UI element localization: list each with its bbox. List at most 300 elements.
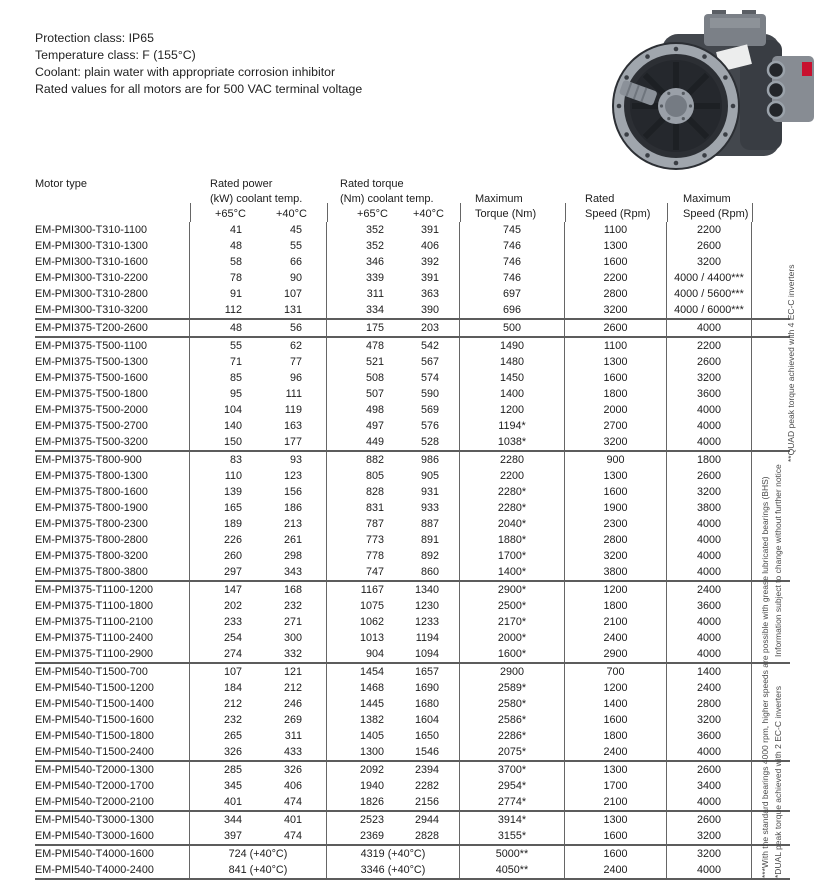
cell-max-speed: 3200 [667, 254, 752, 270]
cell-motor-type: EM-PMI375-T1100-1800 [35, 598, 190, 614]
cell-rated-speed: 3200 [565, 302, 667, 318]
cell-torque-40c: 892 [390, 548, 460, 564]
cell-max-torque: 2000* [460, 630, 565, 646]
table-row [35, 354, 790, 370]
cell-torque-65c: 882 [365, 454, 384, 466]
cell-max-torque: 746 [460, 238, 565, 254]
cell-power-40c: 311 [250, 728, 327, 744]
cell-max-torque: 2075* [460, 744, 565, 760]
cell-rated-speed: 2900 [565, 646, 667, 662]
cell-motor-type: EM-PMI375-T1100-2100 [35, 614, 190, 630]
cell-torque-65c: 1405 [359, 730, 384, 742]
cell-power-40c: 119 [250, 402, 327, 418]
cell-torque-65c: 352 [365, 240, 384, 252]
motor-junction-box [704, 10, 766, 46]
cell-power-65c: 48 [229, 240, 242, 252]
cell-max-torque: 697 [460, 286, 565, 302]
cell-power-65c: 85 [229, 372, 242, 384]
cell-motor-type: EM-PMI375-T800-1900 [35, 500, 190, 516]
cell-max-speed: 2600 [667, 812, 752, 828]
cell-power-40c: 96 [250, 370, 327, 386]
cell-max-torque: 2286* [460, 728, 565, 744]
cell-max-speed: 4000 [667, 402, 752, 418]
cell-rated-speed: 2000 [565, 402, 667, 418]
table-row [35, 484, 790, 500]
table-group [35, 812, 790, 846]
header-torque-40c: +40°C [412, 208, 444, 220]
cell-torque-40c: 931 [390, 484, 460, 500]
cell-max-speed: 4000 [667, 434, 752, 450]
cell-max-torque: 745 [460, 222, 565, 238]
table-row [35, 222, 790, 238]
cell-power-40c: 93 [250, 452, 327, 468]
header-max-torque-1: Maximum [475, 193, 523, 205]
cell-torque-40c: 392 [390, 254, 460, 270]
header-divider [460, 203, 461, 222]
cell-power-65c: 397 [223, 830, 242, 842]
header-divider [752, 203, 753, 222]
cell-max-speed: 3200 [667, 484, 752, 500]
cell-max-torque: 2580* [460, 696, 565, 712]
cell-max-torque: 2900 [460, 664, 565, 680]
cell-max-speed: 2600 [667, 762, 752, 778]
header-divider [190, 203, 191, 222]
cell-torque-40c: 1230 [390, 598, 460, 614]
cell-torque-65c: 2523 [359, 814, 384, 826]
cell-torque-65c: 498 [365, 404, 384, 416]
cell-torque-65c: 521 [365, 356, 384, 368]
table-row [35, 500, 790, 516]
motor-photo [592, 8, 820, 170]
table-group [35, 222, 790, 320]
cell-rated-speed: 1100 [565, 222, 667, 238]
spec-line-temperature: Temperature class: F (155°C) [35, 48, 196, 62]
header-max-speed-1: Maximum [683, 193, 731, 205]
table-group [35, 762, 790, 812]
cell-torque-65c: 339 [365, 272, 384, 284]
cell-torque-65c: 1826 [359, 796, 384, 808]
cell-motor-type: EM-PMI300-T310-1600 [35, 254, 190, 270]
cell-torque-40c: 933 [390, 500, 460, 516]
cell-torque-65c: 175 [365, 322, 384, 334]
cell-max-torque: 2280 [460, 452, 565, 468]
table-row [35, 664, 790, 680]
header-torque-65c: +65°C [356, 208, 388, 220]
cell-max-speed: 4000 / 6000*** [667, 302, 752, 318]
cell-torque-65c: 1013 [359, 632, 384, 644]
cell-max-speed: 2600 [667, 354, 752, 370]
spec-line-coolant: Coolant: plain water with appropriate corrosion inhibitor [35, 65, 336, 79]
table-group [35, 320, 790, 338]
cell-rated-speed: 1300 [565, 468, 667, 484]
cell-torque-40c: 391 [390, 222, 460, 238]
cell-max-torque: 2500* [460, 598, 565, 614]
cell-torque-merged: 3346 (+40°C) [327, 862, 460, 878]
cell-max-speed: 4000 [667, 548, 752, 564]
cell-power-65c: 41 [229, 224, 242, 236]
table-row [35, 370, 790, 386]
cell-max-speed: 1400 [667, 664, 752, 680]
cell-max-speed: 4000 [667, 418, 752, 434]
header-power-65c: +65°C [214, 208, 246, 220]
table-row [35, 646, 790, 662]
cell-torque-65c: 346 [365, 256, 384, 268]
header-rated-speed-1: Rated [585, 193, 615, 205]
cell-motor-type: EM-PMI300-T310-2800 [35, 286, 190, 302]
cell-power-40c: 177 [250, 434, 327, 450]
cell-max-torque: 1450 [460, 370, 565, 386]
cell-power-40c: 300 [250, 630, 327, 646]
cell-power-40c: 62 [250, 338, 327, 354]
cell-power-65c: 212 [223, 698, 242, 710]
table-row [35, 828, 790, 844]
cell-power-65c: 260 [223, 550, 242, 562]
table-group [35, 664, 790, 762]
cell-motor-type: EM-PMI540-T3000-1600 [35, 828, 190, 844]
cell-max-speed: 4000 [667, 564, 752, 580]
cell-power-65c: 285 [223, 764, 242, 776]
cell-max-speed: 4000 / 4400*** [667, 270, 752, 286]
cell-torque-65c: 311 [366, 288, 384, 300]
cell-torque-merged: 4319 (+40°C) [327, 846, 460, 862]
cell-motor-type: EM-PMI540-T2000-2100 [35, 794, 190, 810]
cell-torque-65c: 2369 [359, 830, 384, 842]
cell-torque-40c: 1657 [390, 664, 460, 680]
cell-max-speed: 3200 [667, 370, 752, 386]
cell-power-40c: 56 [250, 320, 327, 336]
cell-motor-type: EM-PMI300-T310-1300 [35, 238, 190, 254]
cell-power-40c: 186 [250, 500, 327, 516]
spec-line-rated-values: Rated values for all motors are for 500 VAC terminal voltage [35, 82, 363, 96]
cell-rated-speed: 900 [565, 452, 667, 468]
cell-power-65c: 202 [223, 600, 242, 612]
cell-max-torque: 746 [460, 270, 565, 286]
cell-max-torque: 2900* [460, 582, 565, 598]
table-row [35, 320, 790, 336]
cell-torque-40c: 576 [390, 418, 460, 434]
cell-motor-type: EM-PMI375-T1100-2400 [35, 630, 190, 646]
red-label [802, 62, 812, 76]
table-row [35, 846, 790, 862]
table-row [35, 254, 790, 270]
cell-max-torque: 696 [460, 302, 565, 318]
cell-max-speed: 4000 [667, 646, 752, 662]
cell-motor-type: EM-PMI375-T500-3200 [35, 434, 190, 450]
header-divider [565, 203, 566, 222]
cell-power-65c: 189 [223, 518, 242, 530]
cell-motor-type: EM-PMI300-T310-3200 [35, 302, 190, 318]
cell-power-65c: 226 [223, 534, 242, 546]
table-group [35, 338, 790, 452]
cell-rated-speed: 1700 [565, 778, 667, 794]
cell-power-65c: 401 [223, 796, 242, 808]
cell-max-torque: 5000** [460, 846, 565, 862]
cell-power-65c: 58 [229, 256, 242, 268]
table-row [35, 386, 790, 402]
footnote-info: Information subject to change without further notice [773, 464, 783, 657]
cell-rated-speed: 1800 [565, 386, 667, 402]
header-max-speed-2: Speed (Rpm) [683, 208, 749, 220]
cell-torque-40c: 363 [390, 286, 460, 302]
cell-torque-40c: 1233 [390, 614, 460, 630]
cell-max-speed: 2800 [667, 696, 752, 712]
cell-rated-speed: 1200 [565, 582, 667, 598]
cell-torque-65c: 1468 [359, 682, 384, 694]
table-row [35, 564, 790, 580]
cell-max-speed: 4000 [667, 614, 752, 630]
cell-max-torque: 2200 [460, 468, 565, 484]
cell-motor-type: EM-PMI540-T4000-1600 [35, 846, 190, 862]
cell-torque-40c: 2944 [390, 812, 460, 828]
footnote-bearings: ***With the standard bearings 4000 rpm, higher speeds are possible with grease lubricated bearings (BHS) [760, 476, 770, 878]
header-rated-speed-2: Speed (Rpm) [585, 208, 651, 220]
cell-motor-type: EM-PMI540-T1500-700 [35, 664, 190, 680]
cell-motor-type: EM-PMI540-T1500-2400 [35, 744, 190, 760]
header-power-unit: (kW) coolant temp. [210, 193, 303, 205]
cell-torque-40c: 1094 [390, 646, 460, 662]
header-motor-type: Motor type [35, 178, 87, 190]
table-row [35, 516, 790, 532]
table-row [35, 402, 790, 418]
cell-rated-speed: 1600 [565, 370, 667, 386]
cell-motor-type: EM-PMI540-T4000-2400 [35, 862, 190, 878]
cell-motor-type: EM-PMI375-T800-2800 [35, 532, 190, 548]
header-rated-torque: Rated torque [340, 178, 404, 190]
cell-max-speed: 3600 [667, 598, 752, 614]
cell-torque-40c: 1680 [390, 696, 460, 712]
cell-rated-speed: 2700 [565, 418, 667, 434]
cell-torque-65c: 478 [365, 340, 384, 352]
cell-torque-65c: 828 [365, 486, 384, 498]
cell-max-torque: 2280* [460, 484, 565, 500]
cell-power-65c: 104 [223, 404, 242, 416]
cell-max-torque: 1490 [460, 338, 565, 354]
cell-torque-65c: 831 [365, 502, 384, 514]
cell-power-65c: 165 [223, 502, 242, 514]
cell-motor-type: EM-PMI375-T500-1300 [35, 354, 190, 370]
cell-rated-speed: 2400 [565, 744, 667, 760]
cell-rated-speed: 1600 [565, 828, 667, 844]
table-row [35, 712, 790, 728]
cell-torque-40c: 891 [390, 532, 460, 548]
table-row [35, 812, 790, 828]
cell-power-40c: 246 [250, 696, 327, 712]
cell-power-65c: 345 [223, 780, 242, 792]
header-rated-power: Rated power [210, 178, 273, 190]
cell-torque-40c: 1340 [390, 582, 460, 598]
table-row [35, 468, 790, 484]
cell-max-speed: 3200 [667, 846, 752, 862]
cell-max-torque: 1480 [460, 354, 565, 370]
cell-rated-speed: 1600 [565, 846, 667, 862]
cell-max-torque: 1880* [460, 532, 565, 548]
cell-max-torque: 2280* [460, 500, 565, 516]
cell-rated-speed: 3800 [565, 564, 667, 580]
cell-motor-type: EM-PMI375-T500-1100 [35, 338, 190, 354]
cell-torque-40c: 1690 [390, 680, 460, 696]
cell-torque-40c: 905 [390, 468, 460, 484]
cell-power-40c: 90 [250, 270, 327, 286]
cell-power-40c: 163 [250, 418, 327, 434]
table-row [35, 286, 790, 302]
cell-power-40c: 343 [250, 564, 327, 580]
cell-power-40c: 131 [250, 302, 327, 318]
cell-motor-type: EM-PMI540-T1500-1400 [35, 696, 190, 712]
cell-power-65c: 78 [229, 272, 242, 284]
cell-power-65c: 297 [223, 566, 242, 578]
cell-motor-type: EM-PMI540-T2000-1300 [35, 762, 190, 778]
cell-max-speed: 4000 [667, 744, 752, 760]
cell-power-40c: 168 [250, 582, 327, 598]
cell-motor-type: EM-PMI375-T1100-1200 [35, 582, 190, 598]
cell-rated-speed: 1600 [565, 254, 667, 270]
cell-max-torque: 3155* [460, 828, 565, 844]
cell-max-speed: 1800 [667, 452, 752, 468]
cell-max-torque: 1700* [460, 548, 565, 564]
table-group [35, 846, 790, 880]
cell-max-speed: 4000 [667, 320, 752, 336]
cell-torque-40c: 406 [390, 238, 460, 254]
table-row [35, 434, 790, 450]
cell-power-40c: 269 [250, 712, 327, 728]
cell-torque-40c: 2394 [390, 762, 460, 778]
cell-power-40c: 45 [250, 222, 327, 238]
cell-max-torque: 500 [460, 320, 565, 336]
cell-motor-type: EM-PMI540-T3000-1300 [35, 812, 190, 828]
table-row [35, 794, 790, 810]
cell-rated-speed: 1300 [565, 812, 667, 828]
cell-power-65c: 233 [223, 616, 242, 628]
cell-max-torque: 2170* [460, 614, 565, 630]
cell-torque-40c: 590 [390, 386, 460, 402]
table-row [35, 744, 790, 760]
cell-max-speed: 2200 [667, 222, 752, 238]
cell-max-speed: 3600 [667, 728, 752, 744]
cell-torque-40c: 574 [390, 370, 460, 386]
cell-motor-type: EM-PMI375-T500-2700 [35, 418, 190, 434]
cell-rated-speed: 2800 [565, 286, 667, 302]
cell-torque-40c: 887 [390, 516, 460, 532]
cell-power-40c: 212 [250, 680, 327, 696]
cell-motor-type: EM-PMI540-T1500-1200 [35, 680, 190, 696]
cell-motor-type: EM-PMI375-T500-1800 [35, 386, 190, 402]
cell-torque-65c: 497 [365, 420, 384, 432]
cell-motor-type: EM-PMI300-T310-2200 [35, 270, 190, 286]
cell-power-65c: 91 [229, 288, 242, 300]
cell-power-40c: 66 [250, 254, 327, 270]
cell-rated-speed: 2200 [565, 270, 667, 286]
cell-torque-65c: 1300 [359, 746, 384, 758]
cell-torque-65c: 904 [365, 648, 384, 660]
cell-power-40c: 156 [250, 484, 327, 500]
cell-torque-40c: 390 [390, 302, 460, 318]
cell-torque-40c: 569 [390, 402, 460, 418]
cell-power-65c: 55 [229, 340, 242, 352]
cell-motor-type: EM-PMI300-T310-1100 [35, 222, 190, 238]
cell-rated-speed: 1900 [565, 500, 667, 516]
cell-torque-65c: 1062 [359, 616, 384, 628]
table-row [35, 728, 790, 744]
header-power-40c: +40°C [275, 208, 307, 220]
cell-max-torque: 4050** [460, 862, 565, 878]
cell-max-torque: 1194* [460, 418, 565, 434]
cell-max-torque: 3700* [460, 762, 565, 778]
cell-max-speed: 4000 [667, 794, 752, 810]
cell-max-torque: 1400* [460, 564, 565, 580]
cell-max-speed: 3200 [667, 828, 752, 844]
cell-rated-speed: 3200 [565, 548, 667, 564]
cell-torque-65c: 747 [365, 566, 384, 578]
cell-power-40c: 433 [250, 744, 327, 760]
cell-power-40c: 121 [250, 664, 327, 680]
cell-rated-speed: 2100 [565, 794, 667, 810]
cell-max-torque: 1400 [460, 386, 565, 402]
cell-max-speed: 2600 [667, 238, 752, 254]
cell-power-65c: 112 [224, 304, 242, 316]
cell-torque-40c: 1194 [390, 630, 460, 646]
spec-line-protection: Protection class: IP65 [35, 31, 154, 45]
cell-max-speed: 3600 [667, 386, 752, 402]
cell-power-40c: 213 [250, 516, 327, 532]
cell-torque-65c: 805 [365, 470, 384, 482]
cell-motor-type: EM-PMI375-T500-2000 [35, 402, 190, 418]
cell-max-speed: 4000 [667, 532, 752, 548]
cell-power-40c: 77 [250, 354, 327, 370]
table-row [35, 598, 790, 614]
cell-max-torque: 2040* [460, 516, 565, 532]
cell-rated-speed: 1800 [565, 598, 667, 614]
cell-torque-65c: 1445 [359, 698, 384, 710]
cell-max-torque: 2589* [460, 680, 565, 696]
cell-rated-speed: 1200 [565, 680, 667, 696]
cell-motor-type: EM-PMI540-T1500-1800 [35, 728, 190, 744]
cell-torque-65c: 1167 [360, 584, 384, 596]
cell-max-speed: 2200 [667, 338, 752, 354]
cell-motor-type: EM-PMI375-T800-1300 [35, 468, 190, 484]
cell-motor-type: EM-PMI375-T500-1600 [35, 370, 190, 386]
cell-rated-speed: 1100 [565, 338, 667, 354]
cell-torque-65c: 508 [365, 372, 384, 384]
cell-max-speed: 4000 [667, 862, 752, 878]
cell-rated-speed: 3200 [565, 434, 667, 450]
cell-power-40c: 401 [250, 812, 327, 828]
cell-max-speed: 2400 [667, 582, 752, 598]
footnote-dual: *DUAL peak torque achieved with 2 EC-C inverters [773, 686, 783, 878]
cell-power-40c: 332 [250, 646, 327, 662]
cell-motor-type: EM-PMI540-T2000-1700 [35, 778, 190, 794]
cell-power-65c: 344 [223, 814, 242, 826]
cell-power-merged: 841 (+40°C) [190, 862, 327, 878]
cell-torque-40c: 203 [390, 320, 460, 336]
cell-power-65c: 232 [223, 714, 242, 726]
cell-motor-type: EM-PMI375-T800-2300 [35, 516, 190, 532]
cell-power-65c: 150 [223, 436, 242, 448]
cell-max-speed: 2600 [667, 468, 752, 484]
cell-rated-speed: 2100 [565, 614, 667, 630]
cell-torque-65c: 1940 [359, 780, 384, 792]
cell-max-torque: 2774* [460, 794, 565, 810]
cell-max-speed: 4000 / 5600*** [667, 286, 752, 302]
cell-rated-speed: 1600 [565, 484, 667, 500]
cell-max-speed: 4000 [667, 516, 752, 532]
cell-rated-speed: 1400 [565, 696, 667, 712]
cell-torque-40c: 567 [390, 354, 460, 370]
cell-rated-speed: 2400 [565, 862, 667, 878]
cell-power-65c: 140 [223, 420, 242, 432]
motor-front-face [612, 42, 740, 170]
cell-motor-type: EM-PMI375-T1100-2900 [35, 646, 190, 662]
cell-max-speed: 4000 [667, 630, 752, 646]
